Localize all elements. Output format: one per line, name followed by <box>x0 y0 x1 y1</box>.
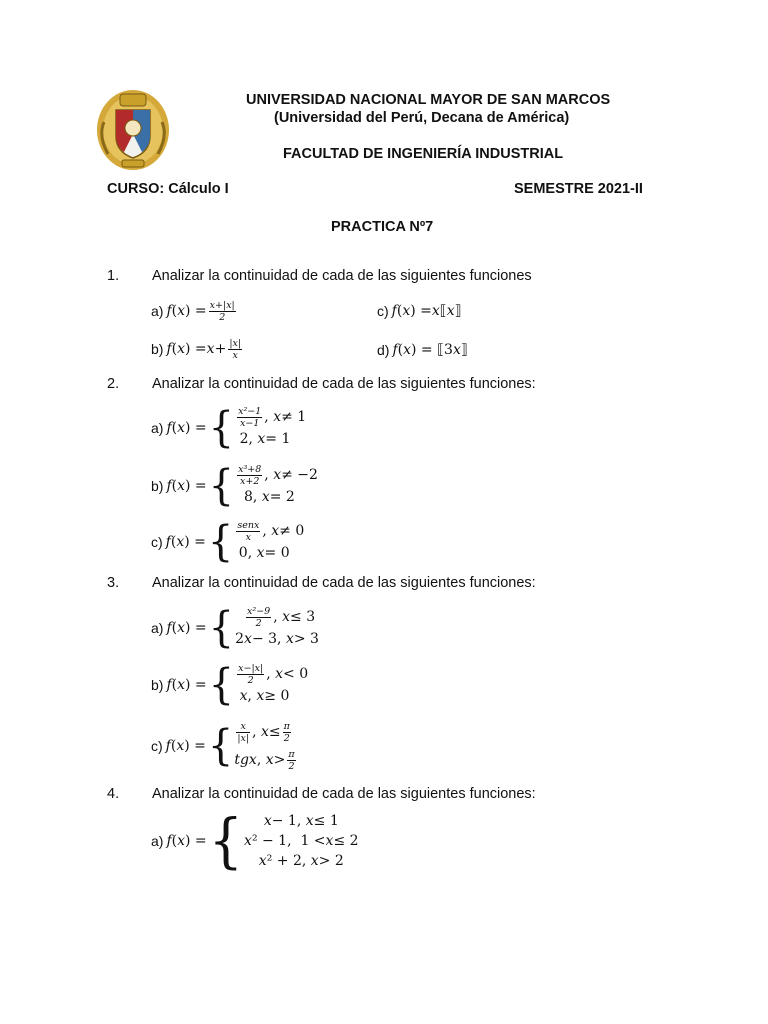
formula-1b: b) f ( x ) = x + $\frac{|x|}{x}$ <box>151 337 242 361</box>
question-text: Analizar la continuidad de cada de las siguientes funciones <box>152 268 532 284</box>
question-number: 1. <box>107 268 120 284</box>
course-label: CURSO: Cálculo I <box>107 181 229 197</box>
university-seal-icon <box>94 86 172 172</box>
formula-4a: a) f ( x ) = { x − 1, x ≤ 1 x ² − 1, 1 < x ≤ 2 x ² + 2, x > 2 <box>151 805 359 876</box>
university-subtitle: (Universidad del Perú, Decana de América) <box>274 110 570 126</box>
formula-1c: c) f ( x ) = x ⟦ x ⟧ <box>377 303 462 319</box>
formula-3c: c) f ( x ) = { $\frac{x}{|x|}$ , x ≤ $\frac{\pi}{2}$ tgx , x > $\frac{\pi}{2}$ <box>151 720 295 772</box>
formula-2c: c) f ( x ) = { $\frac{\text{senx}}{x}$ , x ≠ 0 0, x = 0 <box>151 517 305 567</box>
formula-1a: a) f ( x ) = $\frac{x+|x|}{2}$ <box>151 299 235 323</box>
formula-2b: b) f ( x ) = { $\frac{\text{x³+8}}{x+2}$ , x ≠ −2 8, x = 2 <box>151 461 318 511</box>
semester-label: SEMESTRE 2021-II <box>514 181 643 197</box>
question-number: 4. <box>107 786 120 802</box>
question-number: 2. <box>107 376 120 392</box>
practice-title: PRACTICA Nº7 <box>331 219 434 235</box>
formula-3a: a) f ( x ) = { $\frac{\text{x²−9}}{2}$ , x ≤ 3 2 x − 3, x > 3 <box>151 603 319 653</box>
question-text: Analizar la continuidad de cada de las siguientes funciones: <box>152 575 536 591</box>
university-name: UNIVERSIDAD NACIONAL MAYOR DE SAN MARCOS <box>246 92 611 108</box>
formula-1d: d) f ( x ) = ⟦3 x ⟧ <box>377 342 468 358</box>
question-number: 3. <box>107 575 120 591</box>
formula-2a: a) f ( x ) = { $\frac{\text{x²−1}}{x-1}$ , x ≠ 1 2, x = 1 <box>151 403 307 453</box>
question-text: Analizar la continuidad de cada de las siguientes funciones: <box>152 786 536 802</box>
question-text: Analizar la continuidad de cada de las siguientes funciones: <box>152 376 536 392</box>
formula-3b: b) f ( x ) = { $\frac{x-|x|}{2}$ , x < 0 x , x ≥ 0 <box>151 660 309 710</box>
faculty-name: FACULTAD DE INGENIERÍA INDUSTRIAL <box>283 146 564 162</box>
